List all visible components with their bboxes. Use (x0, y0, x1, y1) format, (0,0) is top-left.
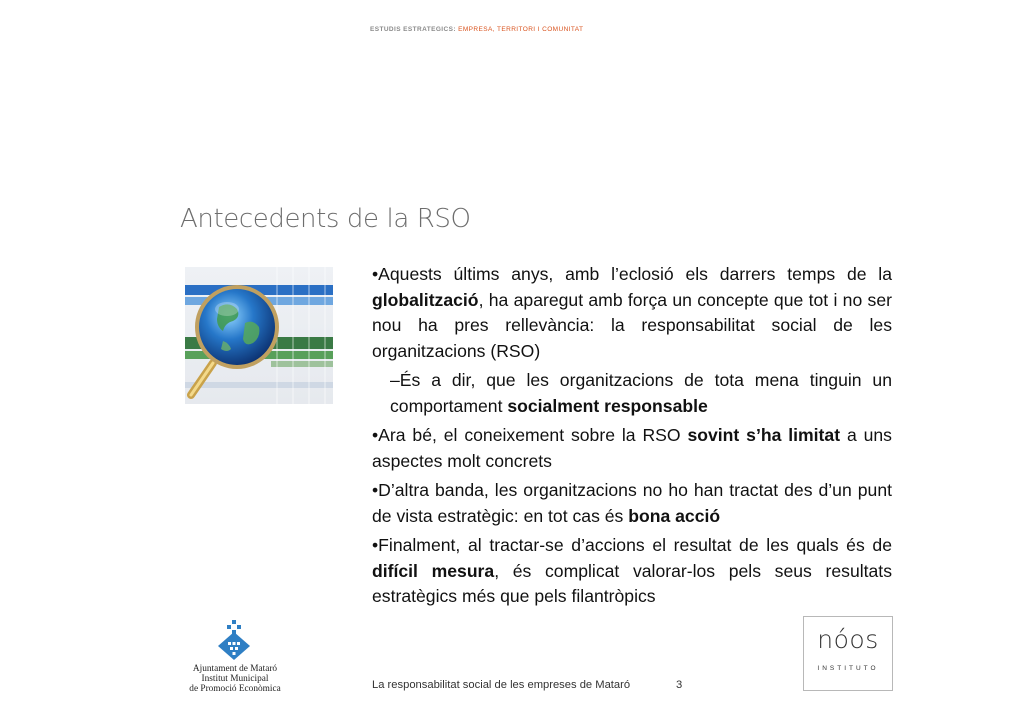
header-topic: EMPRESA, TERRITORI I COMUNITAT (458, 26, 584, 33)
bold-text: difícil mesura (372, 560, 495, 581)
ajuntament-name (182, 664, 288, 694)
logo-line: Ajuntament de Mataró (192, 664, 278, 674)
bullet-list (372, 262, 892, 614)
text-run: a uns aspectes molt concrets (372, 425, 892, 471)
text-run: , és complicat valorar-los pels seus resultats estratègics més que pels filantròpics (372, 560, 892, 606)
footer-text: La responsabilitat social de les empreses de Mataró (372, 679, 631, 691)
globe-magnifier-photo (185, 267, 333, 404)
bullet-hard-to-measure (372, 533, 892, 610)
sub-bullet-responsible-behavior (372, 368, 892, 419)
logo-line: de Promoció Econòmica (189, 684, 281, 694)
bullet-globalization (372, 262, 892, 364)
noos-subtitle: INSTITUTO (817, 665, 879, 672)
header-series: ESTUDIS ESTRATEGICS: (370, 26, 456, 33)
bold-text: sovint s’ha limitat (687, 425, 841, 445)
noos-instituto-logo (803, 616, 893, 691)
text-run: •D’altra banda, les organitzacions no ho han tractat des d’un punt de vista estratègic: en tot cas és (372, 480, 892, 526)
bullet-limited-knowledge (372, 423, 892, 474)
text-run: •Finalment, al tractar-se d’accions el resultat de les quals és de (372, 535, 892, 555)
text-run: •Ara bé, el coneixement sobre la RSO (372, 425, 688, 445)
bold-text: socialment responsable (507, 395, 708, 416)
bullet-strategic-view (372, 478, 892, 529)
mataro-crest-logo (217, 620, 251, 660)
logo-line: Institut Municipal (201, 674, 269, 684)
text-run: •Aquests últims anys, amb l’eclosió els darrers temps de la (372, 264, 892, 284)
bold-text: bona acció (628, 505, 721, 526)
ajuntament-mataro-logo (182, 620, 288, 700)
header-banner (370, 26, 583, 33)
text-run: , ha aparegut amb força un concepte que tot i no ser nou ha pres rellevància: la responsabilitat social de les organitzacions (RSO) (372, 289, 892, 361)
text-run: –És a dir, que les organitzacions de tota mena tinguin un comportament (390, 370, 892, 416)
page-number: 3 (676, 679, 683, 691)
bold-text: globalització (372, 289, 479, 310)
noos-wordmark: nóos (817, 625, 879, 654)
slide-title: Antecedents de la RSO (180, 204, 471, 234)
